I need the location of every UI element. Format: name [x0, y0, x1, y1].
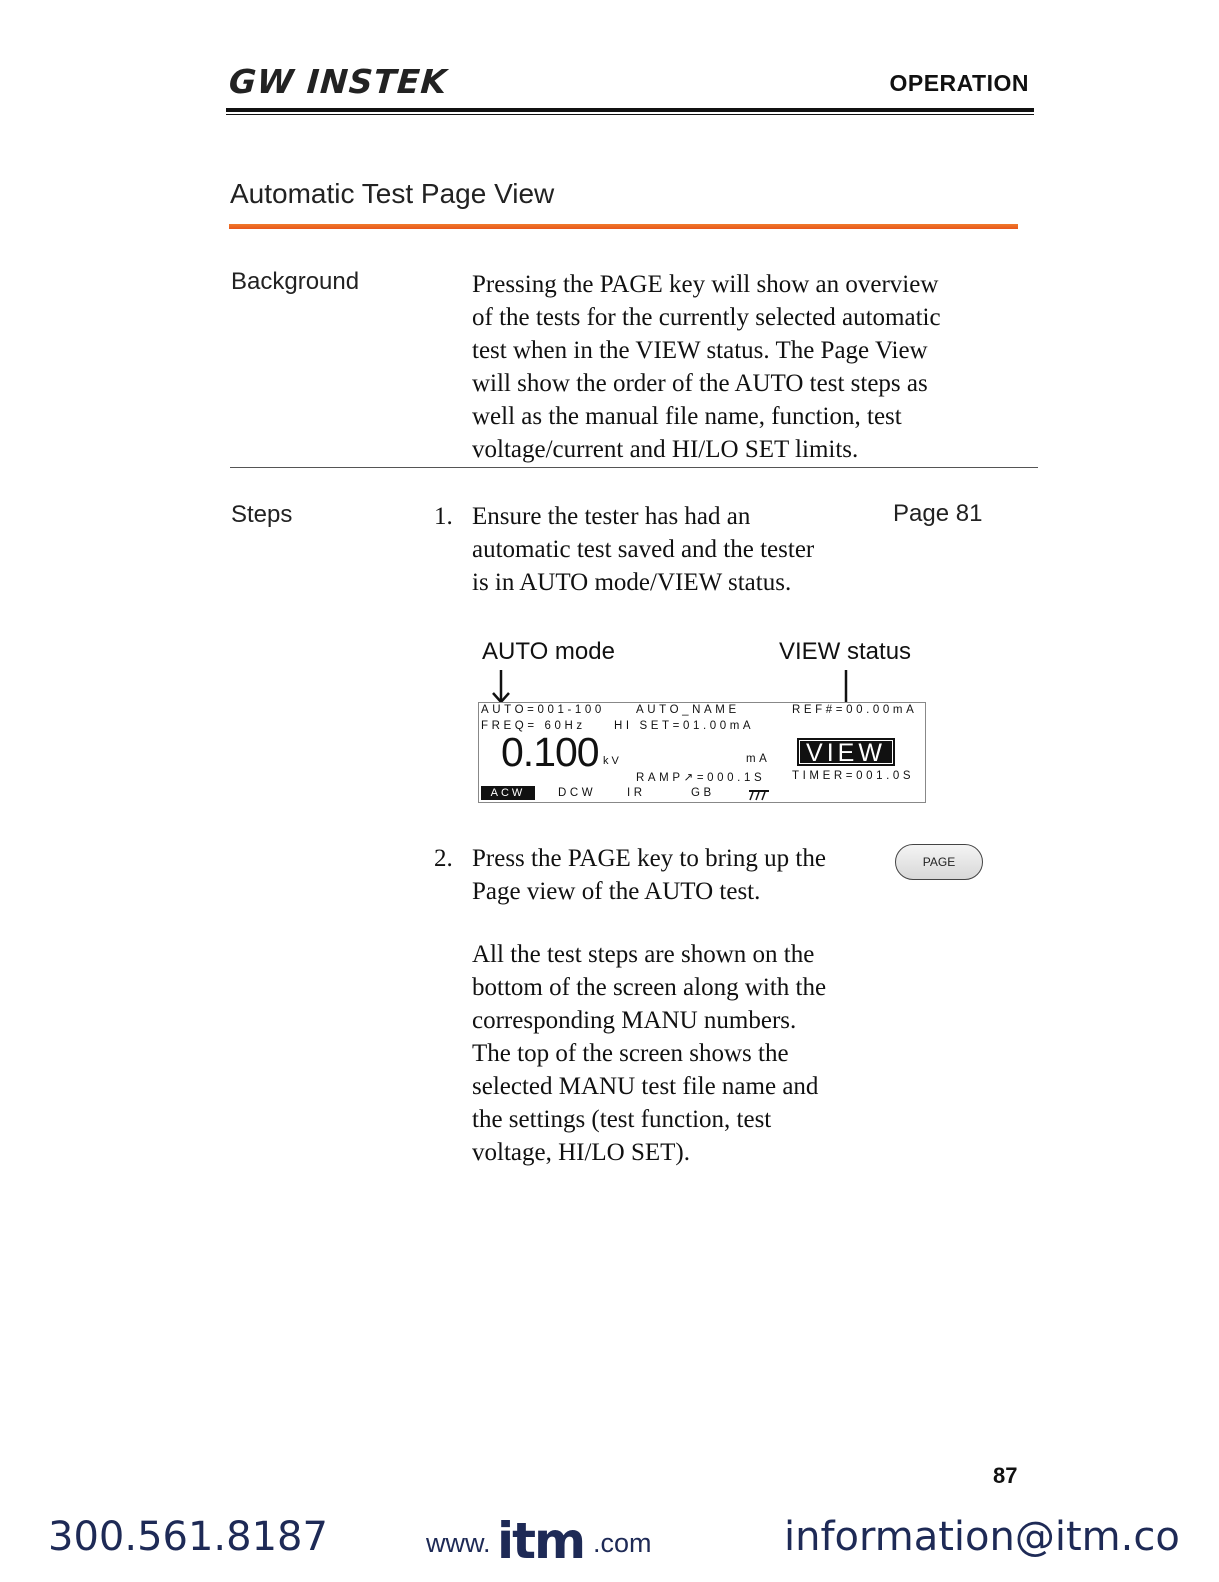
step-2-desc-line: All the test steps are shown on the: [472, 941, 815, 968]
step-1-text: [472, 500, 892, 599]
step-2-desc-line: selected MANU test file name and: [472, 1073, 819, 1100]
step-1-line: automatic test saved and the tester: [472, 536, 815, 563]
background-line: test when in the VIEW status. The Page View: [472, 337, 928, 364]
step-2-line: Page view of the AUTO test.: [472, 878, 761, 905]
background-line: will show the order of the AUTO test steps as: [472, 370, 928, 397]
page-reference: Page 81: [893, 500, 983, 527]
step-2-text: [472, 842, 892, 908]
section-divider: [230, 467, 1038, 468]
lcd-auto-range: AUTO=001-100: [481, 704, 605, 716]
lcd-tab-dcw: DCW: [558, 787, 597, 799]
footer-com[interactable]: .com: [593, 1528, 652, 1558]
auto-mode-annotation: AUTO mode: [482, 638, 615, 665]
lcd-ref: REF#=00.00mA: [792, 704, 918, 716]
step-2-number: 2.: [434, 845, 453, 872]
view-status-annotation: VIEW status: [779, 638, 912, 665]
step-2-desc-line: The top of the screen shows the: [472, 1040, 789, 1067]
lcd-reading: 0.100: [501, 729, 599, 775]
lcd-screen: [478, 702, 926, 803]
step-2-desc-line: corresponding MANU numbers.: [472, 1007, 797, 1034]
header-rule: [226, 108, 1034, 112]
step-2-desc-line: bottom of the screen along with the: [472, 974, 827, 1001]
header-rule-thin: [226, 114, 1034, 115]
lcd-auto-name: AUTO_NAME: [636, 704, 740, 716]
step-1-line: Ensure the tester has had an: [472, 503, 751, 530]
brand-logo: GW INSTEK: [227, 62, 449, 101]
lcd-current-unit: mA: [746, 753, 771, 765]
lcd-tab-acw: ACW: [481, 786, 535, 800]
lcd-ramp: RAMP↗=000.1S: [636, 772, 766, 784]
footer-email[interactable]: information@itm.co: [784, 1514, 1180, 1560]
lcd-status: VIEW: [800, 741, 892, 763]
auto-mode-arrow-icon: [493, 670, 509, 702]
steps-label: Steps: [231, 501, 293, 528]
heading-underline: [229, 224, 1018, 229]
background-line: of the tests for the currently selected automatic: [472, 304, 941, 331]
lcd-status-box: [797, 738, 895, 766]
page-heading: Automatic Test Page View: [230, 178, 555, 209]
step-1-number: 1.: [434, 503, 453, 530]
step-2-description: [472, 938, 892, 1169]
lcd-timer: TIMER=001.0S: [792, 770, 915, 782]
footer-www[interactable]: www.: [426, 1528, 491, 1558]
page-key-button[interactable]: PAGE: [895, 844, 983, 880]
background-line: voltage/current and HI/LO SET limits.: [472, 436, 859, 463]
lcd-tab-ir: IR: [627, 787, 646, 799]
lcd-tab-gb: GB: [691, 787, 715, 799]
section-title: OPERATION: [889, 70, 1029, 96]
page-number: 87: [993, 1463, 1018, 1488]
lcd-freq: FREQ= 60Hz: [481, 720, 586, 732]
step-1-line: is in AUTO mode/VIEW status.: [472, 569, 792, 596]
step-2-line: Press the PAGE key to bring up the: [472, 845, 826, 872]
background-line: well as the manual file name, function, test: [472, 403, 902, 430]
lcd-hi-set: HI SET=01.00mA: [614, 720, 755, 732]
ground-icon: [748, 788, 770, 801]
step-2-desc-line: the settings (test function, test: [472, 1106, 772, 1133]
background-label: Background: [231, 268, 360, 295]
footer-phone: 300.561.8187: [48, 1514, 328, 1560]
background-text: [472, 268, 1032, 466]
background-line: Pressing the PAGE key will show an overview: [472, 271, 939, 298]
lcd-reading-unit: kV: [603, 755, 622, 767]
step-2-desc-line: voltage, HI/LO SET).: [472, 1139, 691, 1166]
footer-brand-logo: itm: [497, 1512, 585, 1570]
